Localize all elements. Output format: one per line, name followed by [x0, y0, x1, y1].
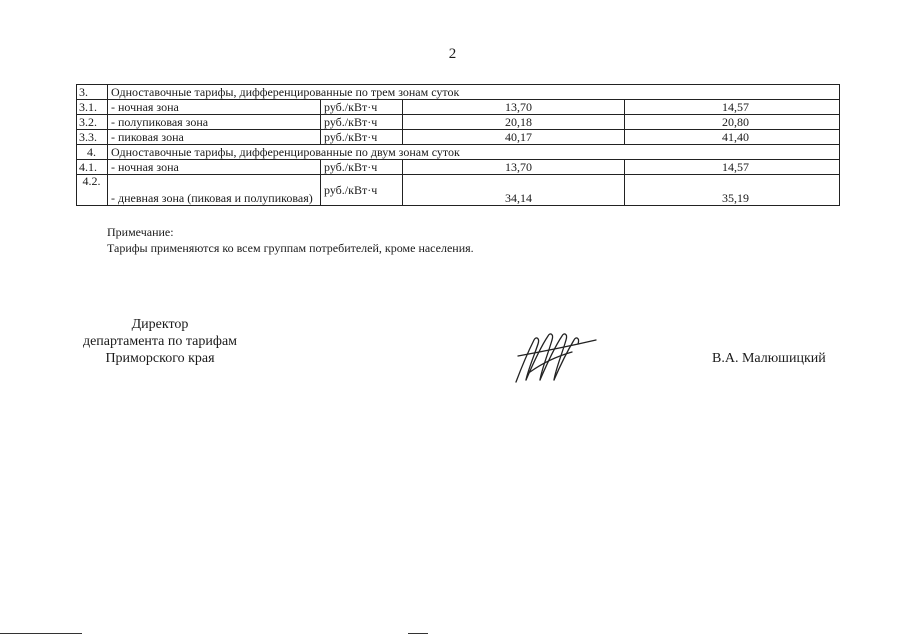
tariff-value-2: 14,57	[625, 100, 840, 115]
note-heading: Примечание:	[107, 225, 174, 239]
row-number: 3.1.	[77, 100, 108, 115]
unit-cell: руб./кВт·ч	[321, 175, 403, 206]
row-number: 3.	[77, 85, 108, 100]
tariff-table	[76, 84, 840, 206]
zone-name: - ночная зона	[108, 100, 321, 115]
tariff-value-1: 40,17	[403, 130, 625, 145]
section-heading: Одноставочные тарифы, дифференцированные по трем зонам суток	[108, 85, 840, 100]
section-heading: Одноставочные тарифы, дифференцированные по двум зонам суток	[108, 145, 840, 160]
table-row	[77, 100, 840, 115]
handwritten-signature	[510, 326, 602, 386]
position-line-1: Директор	[131, 317, 189, 332]
tariff-value-1: 13,70	[403, 100, 625, 115]
zone-name: - пиковая зона	[108, 130, 321, 145]
row-number: 4.	[77, 145, 108, 160]
position-line-2: департамента по тарифам	[82, 334, 238, 349]
note-text: Тарифы применяются ко всем группам потребителей, кроме населения.	[107, 241, 474, 255]
zone-name: - ночная зона	[108, 160, 321, 175]
tariff-value-2: 35,19	[625, 175, 840, 206]
unit-cell: руб./кВт·ч	[321, 115, 403, 130]
row-number: 3.2.	[77, 115, 108, 130]
zone-name: - дневная зона (пиковая и полупиковая)	[108, 175, 321, 206]
scan-artifact-line	[408, 633, 428, 634]
note-block	[107, 224, 474, 256]
page-number: 2	[448, 46, 457, 62]
table-row	[77, 175, 840, 206]
zone-name: - полупиковая зона	[108, 115, 321, 130]
row-number: 4.1.	[77, 160, 108, 175]
row-number: 4.2.	[77, 175, 108, 206]
table-row	[77, 115, 840, 130]
tariff-value-1: 34,14	[403, 175, 625, 206]
tariff-value-2: 20,80	[625, 115, 840, 130]
scan-artifact-line	[0, 633, 82, 634]
table-row-section-3	[77, 85, 840, 100]
tariff-value-2: 41,40	[625, 130, 840, 145]
position-line-3: Приморского края	[105, 351, 215, 366]
unit-cell: руб./кВт·ч	[321, 100, 403, 115]
signatory-position	[76, 316, 244, 367]
unit-cell: руб./кВт·ч	[321, 130, 403, 145]
tariff-value-1: 20,18	[403, 115, 625, 130]
table-row-section-4	[77, 145, 840, 160]
unit-cell: руб./кВт·ч	[321, 160, 403, 175]
table-row	[77, 160, 840, 175]
tariff-value-1: 13,70	[403, 160, 625, 175]
tariff-value-2: 14,57	[625, 160, 840, 175]
row-number: 3.3.	[77, 130, 108, 145]
table-row	[77, 130, 840, 145]
signatory-name: В.А. Малюшицкий	[712, 351, 826, 366]
